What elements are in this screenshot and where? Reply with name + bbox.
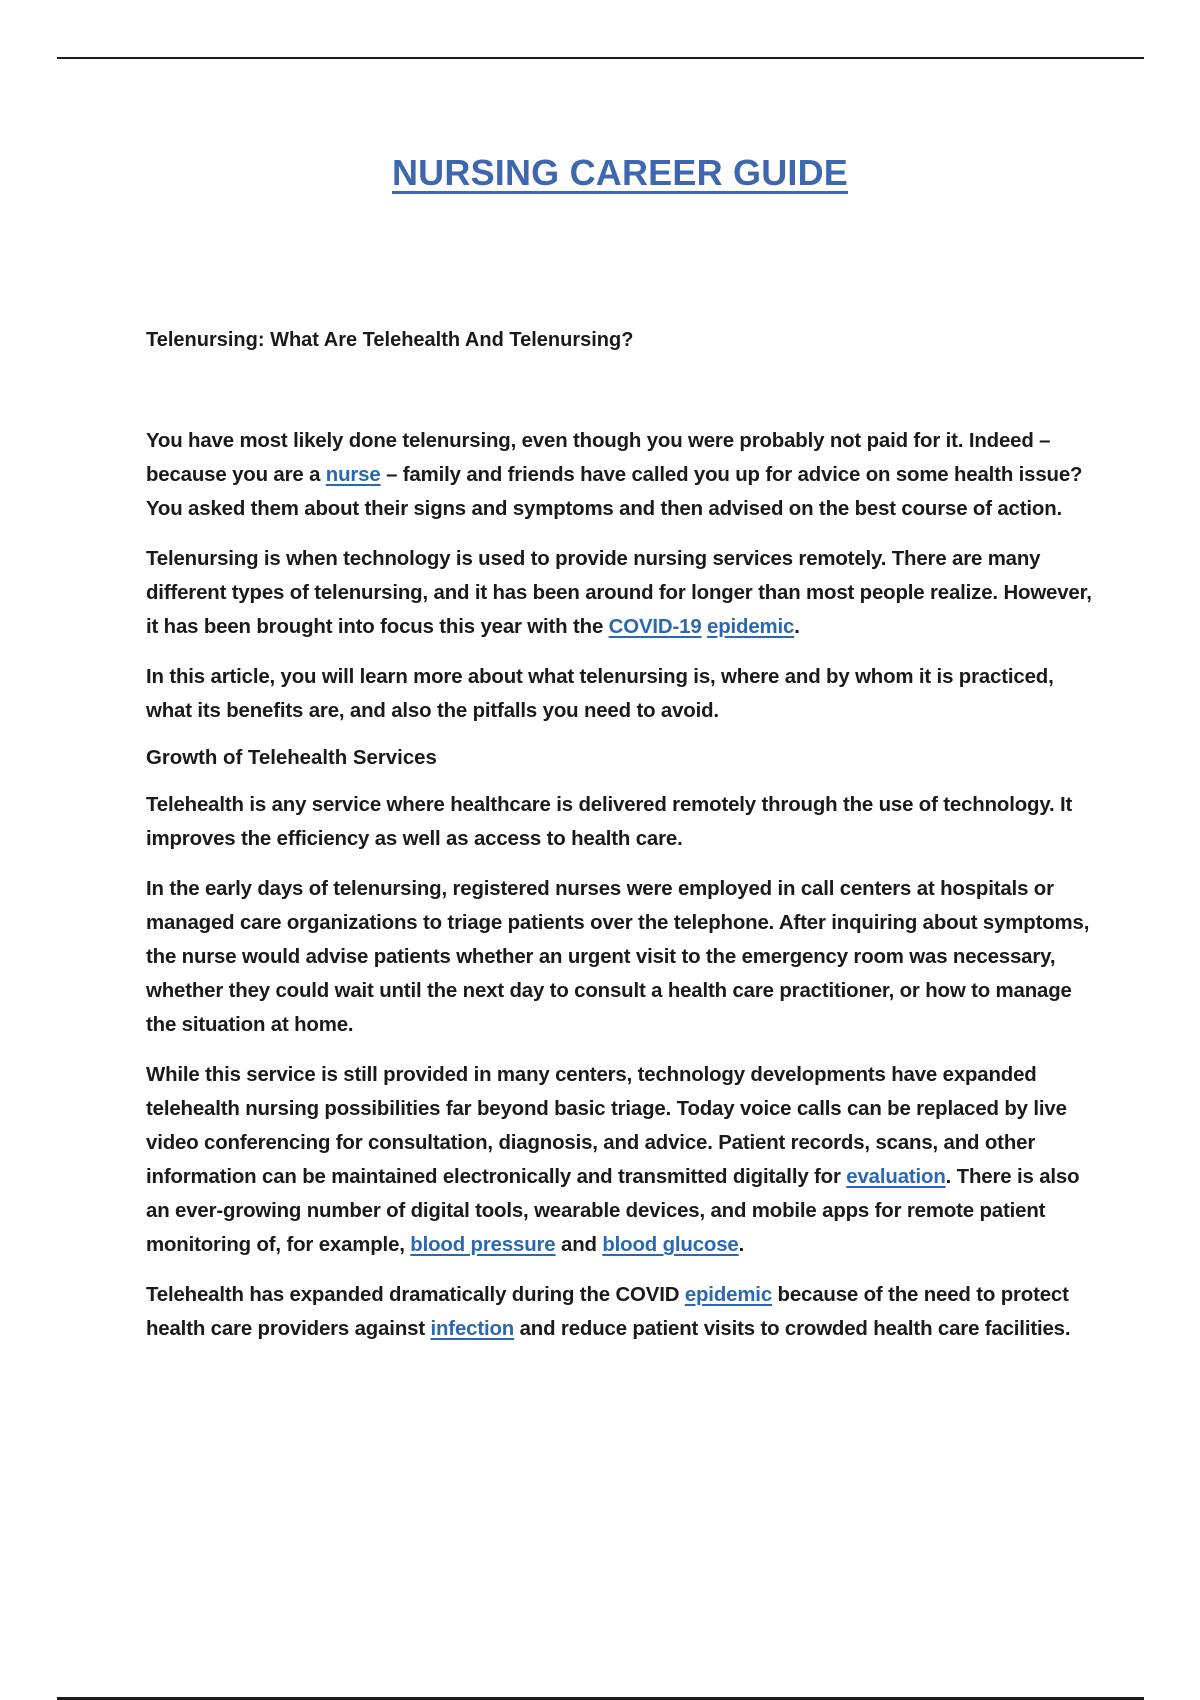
- paragraph-definition: [146, 542, 1092, 644]
- text-run: While this service is still provided in many centers, technology developments have expanded telehealth nursing possibilities far beyond basic triage. Today voice calls can be replaced by live video conferencing for consultation, diagnosis, and advice. Patient records, scans, and other information can be maintained electronically and transmitted digitally for: [146, 1064, 1067, 1188]
- text-run: .: [738, 1234, 745, 1256]
- paragraph-overview: In this article, you will learn more about what telenursing is, where and by whom it is practiced, what its benefits are, and also the pitfalls you need to avoid.: [146, 666, 1054, 722]
- text-run: because of the need to protect health care providers against: [146, 1284, 1069, 1340]
- link-blood-pressure[interactable]: blood pressure: [410, 1234, 556, 1256]
- text-run: Telehealth has expanded dramatically during the COVID: [146, 1284, 685, 1306]
- text-run: You have most likely done telenursing, even though you were probably not paid for it. Indeed – because you are a: [146, 430, 1051, 486]
- paragraph-covid-expansion: [146, 1278, 1092, 1346]
- document-title-text: NURSING CAREER GUIDE: [391, 152, 849, 193]
- paragraph-telehealth-definition: Telehealth is any service where healthcare is delivered remotely through the use of technology. It improves the efficiency as well as access to health care.: [146, 794, 1073, 850]
- text-run: . There is also an ever-growing number of digital tools, wearable devices, and mobile apps for remote patient monitoring of, for example,: [146, 1166, 1080, 1256]
- link-blood-glucose[interactable]: blood glucose: [602, 1234, 739, 1256]
- text-run: .: [794, 616, 800, 638]
- link-evaluation[interactable]: evaluation: [846, 1166, 946, 1188]
- paragraph-intro: [146, 424, 1092, 526]
- link-epidemic[interactable]: epidemic: [707, 616, 795, 638]
- article-heading: Telenursing: What Are Telehealth And Telenursing?: [146, 329, 634, 351]
- text-run: – family and friends have called you up for advice on some health issue? You asked them about their signs and symptoms and then advised on the best course of action.: [146, 464, 1083, 520]
- link-epidemic-2[interactable]: epidemic: [684, 1284, 773, 1306]
- section-heading-growth: Growth of Telehealth Services: [146, 747, 437, 769]
- top-rule: [57, 57, 1144, 59]
- link-nurse[interactable]: nurse: [325, 464, 381, 486]
- article-body: [146, 326, 1092, 1362]
- paragraph-early-days: In the early days of telenursing, registered nurses were employed in call centers at hospitals or managed care organizations to triage patients over the telephone. After inquiring about symptoms, the nurse would advise patients whether an urgent visit to the emergency room was necessary, whether they could wait until the next day to consult a health care practitioner, or how to manage the situation at home.: [146, 878, 1090, 1036]
- paragraph-technology-developments: [146, 1058, 1092, 1262]
- link-infection[interactable]: infection: [430, 1318, 515, 1340]
- text-run: and: [555, 1234, 603, 1256]
- link-covid-19[interactable]: COVID-19: [608, 616, 702, 638]
- text-run: and reduce patient visits to crowded health care facilities.: [514, 1318, 1071, 1340]
- text-run: Telenursing is when technology is used to provide nursing services remotely. There are many different types of telenursing, and it has been around for longer than most people realize. However, it has been brought into focus this year with the: [146, 548, 1092, 638]
- document-title: [0, 152, 1200, 194]
